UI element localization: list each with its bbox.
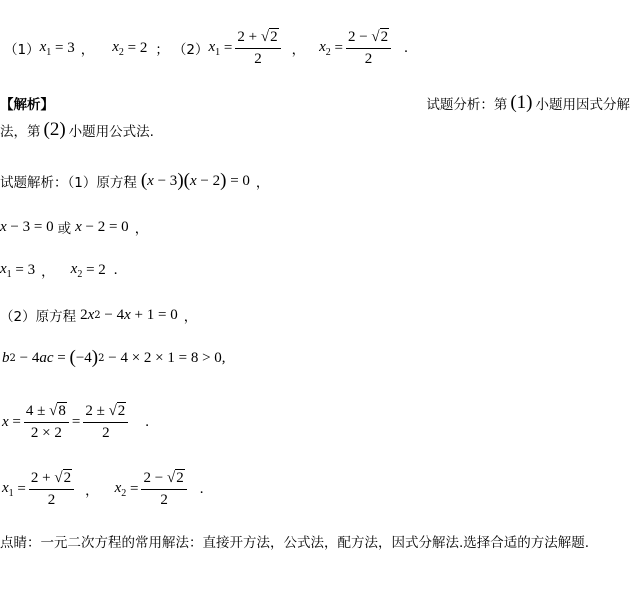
fraction: $\frac{2 - √2}{2}$ — [141, 470, 186, 509]
analysis-text-c: 法，第 — [0, 124, 41, 140]
analysis-part1: (1) — [510, 92, 533, 113]
or-word: 或 — [57, 221, 72, 237]
solution-equation-2: （2）原方程 2 x 2 − 4 x + 1 = 0 ， — [0, 306, 198, 325]
discriminant-line: b 2 − 4 ac = ( −4 ) 2 − 4 × 2 × 1 = 8 > 0, — [2, 347, 226, 368]
answer-line: （1） $x_1$ = 3 ， $x_2$ = 2 ； （2） $x_1$ = $\frac{2 + √2}{2}$ ， $x_2$ = $\frac{2 - √2}{2}$ . — [4, 28, 408, 67]
answer-x1-part1: $x_1$ — [39, 38, 52, 58]
solution-roots-1: $x_1$ = 3 ， $x_2$ = 2 . — [0, 260, 118, 280]
solution-label: 试题解析：（1）原方程 — [0, 175, 137, 191]
analysis-heading-line — [0, 92, 630, 114]
answer-x2-part1: $x_2$ — [112, 38, 124, 58]
solution-equation-1: 试题解析：（1）原方程 ( x − 3 )( x − 2 ) = 0 ， — [0, 170, 270, 191]
quadratic-formula-line: x = $\frac{4 \pm √8}{2 \times 2}$ = $\frac{2 \pm √2}{2}$ . — [2, 402, 150, 441]
analysis-line-2 — [0, 118, 154, 142]
fraction: $\frac{2 + √2}{2}$ — [29, 470, 74, 509]
answer-part2-label: （2） — [172, 42, 209, 58]
fraction: $\frac{2 + √2}{2}$ — [235, 29, 280, 68]
solution-factor-line: x − 3 = 0 或 x − 2 = 0 ， — [0, 218, 149, 237]
analysis-text-d: 小题用公式法. — [68, 124, 154, 140]
comment-text: 点睛：一元二次方程的常用解法：直接开方法，公式法，配方法，因式分解法.选择合适的方法解题. — [0, 535, 590, 551]
solution-part2-label: （2）原方程 — [0, 309, 77, 325]
answer-part1-label: （1） — [4, 42, 40, 58]
analysis-heading: 【解析】 — [0, 97, 54, 113]
comment-line — [0, 530, 589, 552]
analysis-text-a: 试题分析：第 — [426, 97, 508, 113]
analysis-part2: (2) — [43, 119, 66, 140]
answer-x1-part2: $x_1$ — [208, 38, 221, 58]
answer-x2-part2: $x_2$ — [319, 38, 331, 58]
analysis-text-b: 小题用因式分解 — [535, 97, 630, 113]
fraction: $\frac{2 \pm √2}{2}$ — [83, 403, 128, 442]
fraction: $\frac{4 \pm √8}{2 \times 2}$ — [24, 403, 69, 442]
fraction: $\frac{2 - √2}{2}$ — [346, 29, 391, 68]
solution-roots-2: $x_1$ = $\frac{2 + √2}{2}$ ， $x_2$ = $\frac{2 - √2}{2}$ . — [2, 469, 204, 508]
